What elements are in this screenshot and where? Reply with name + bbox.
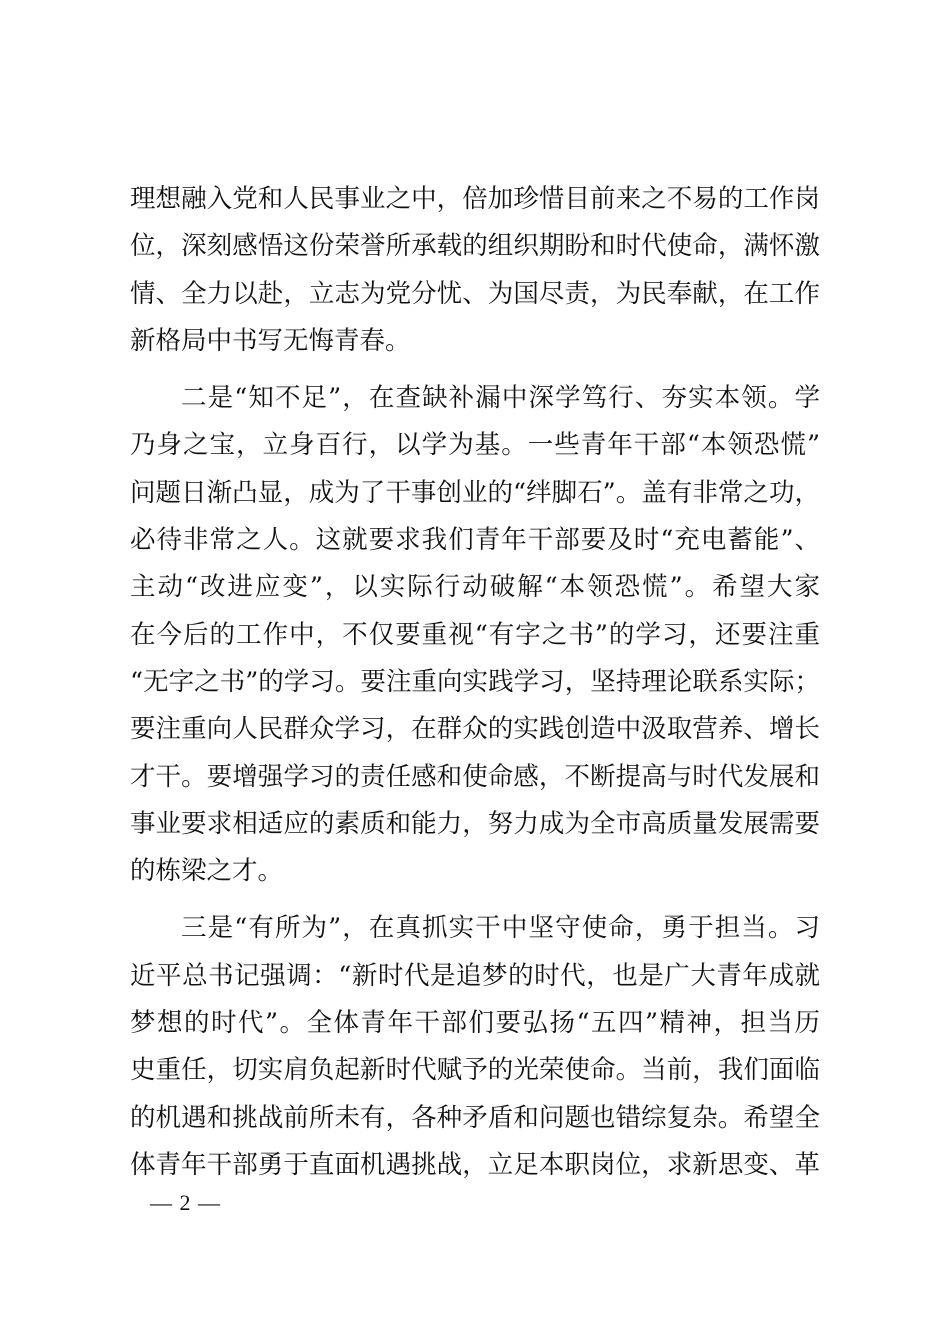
text-line: 在今后的工作中，不仅要重视“有字之书”的学习，还要注重	[130, 619, 820, 650]
text-line: 事业要求相适应的素质和能力，努力成为全市高质量发展需要	[130, 808, 820, 839]
text-line: 位，深刻感悟这份荣誉所承载的组织期盼和时代使命，满怀激	[130, 231, 820, 262]
text-line: 情、全力以赴，立志为党分忧、为国尽责，为民奉献，在工作	[130, 278, 820, 309]
page-number: — 2 —	[150, 1190, 221, 1215]
text-line: 乃身之宝，立身百行，以学为基。一些青年干部“本领恐慌”	[130, 430, 820, 461]
text-line: 史重任，切实肩负起新时代赋予的光荣使命。当前，我们面临	[130, 1055, 820, 1086]
text-line: “无字之书”的学习。要注重向实践学习，坚持理论联系实际；	[130, 666, 820, 697]
text-line: 才干。要增强学习的责任感和使命感，不断提高与时代发展和	[130, 761, 820, 792]
text-line: 二是“知不足”，在查缺补漏中深学笃行、夯实本领。学	[181, 383, 820, 414]
text-line: 新格局中书写无悔青春。	[130, 325, 411, 356]
paragraph-2	[130, 375, 820, 895]
paragraph-3	[130, 905, 820, 1189]
text-line: 要注重向人民群众学习，在群众的实践创造中汲取营养、增长	[130, 714, 820, 745]
text-line: 必待非常之人。这就要求我们青年干部要及时“充电蓄能”、	[130, 525, 820, 556]
text-line: 三是“有所为”，在真抓实干中坚守使命，勇于担当。习	[181, 913, 820, 944]
text-line: 梦想的时代”。全体青年干部们要弘扬“五四”精神，担当历	[130, 1008, 820, 1039]
text-line: 的机遇和挑战前所未有，各种矛盾和问题也错综复杂。希望全	[130, 1102, 820, 1133]
text-line: 主动“改进应变”，以实际行动破解“本领恐慌”。希望大家	[130, 572, 820, 603]
text-line: 体青年干部勇于直面机遇挑战，立足本职岗位，求新思变、革	[130, 1149, 820, 1180]
body-text	[130, 176, 820, 1189]
text-line: 近平总书记强调：“新时代是追梦的时代，也是广大青年成就	[130, 960, 820, 991]
text-line: 问题日渐凸显，成为了干事创业的“绊脚石”。盖有非常之功，	[130, 477, 820, 508]
text-line: 的栋梁之才。	[130, 856, 284, 887]
paragraph-1	[130, 176, 820, 365]
text-line: 理想融入党和人民事业之中，倍加珍惜目前来之不易的工作岗	[130, 184, 820, 214]
